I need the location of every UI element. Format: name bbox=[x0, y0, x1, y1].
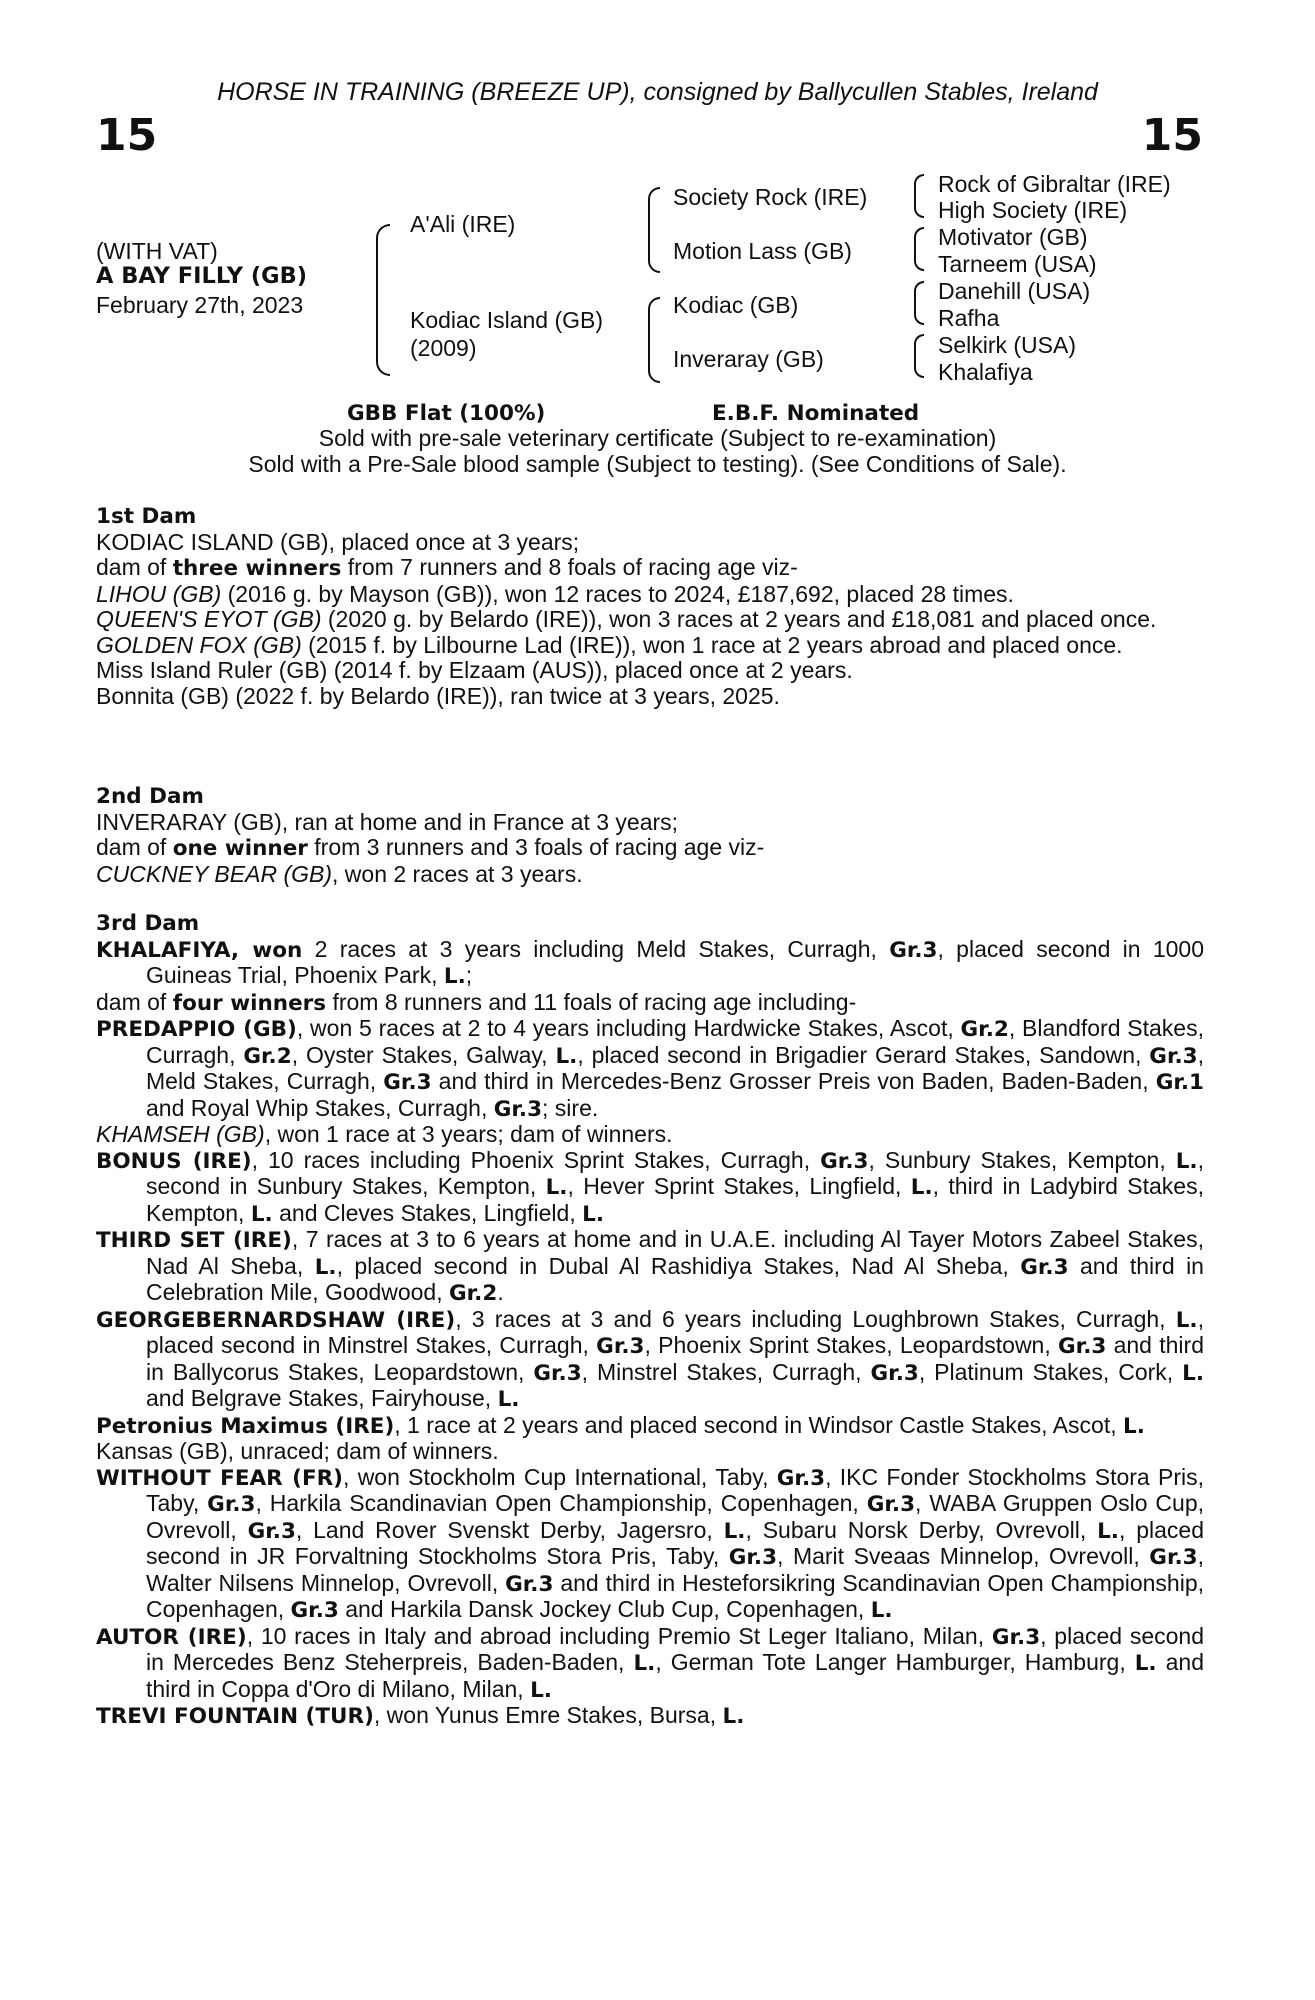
progeny-kansas: Kansas (GB), unraced; dam of winners. bbox=[96, 1438, 499, 1464]
grandprogeny-without-fear: WITHOUT FEAR (FR), won Stockholm Cup International, Taby, Gr.3, IKC Fonder Stockholms Stora Pris, Taby, Gr.3, Harkila Scandinavian Open Championship, Copenhagen, Gr.3, WABA Gruppen Oslo Cup, Ovrevoll, Gr.3, Land Rover Svenskt Derby, Jagersro, L., Subaru Norsk Derby, Ovrevoll, L., placed second in JR Forvaltning Stockholms Stora Pris, Taby, Gr.3, Marit Sveaas Minnelop, Ovrevoll, Gr.3, Walter Nilsens Minnelop, Ovrevoll, Gr.3 and third in Hesteforsikring Scandinavian Open Championship, Copenhagen, Gr.3 and Harkila Dansk Jockey Club Cup, Copenhagen, L. bbox=[96, 1463, 1205, 1623]
second-dam-line: INVERARAY (GB), ran at home and in France at 3 years; bbox=[96, 808, 679, 835]
progeny-predappio: PREDAPPIO (GB), won 5 races at 2 to 4 years including Hardwicke Stakes, Ascot, Gr.2, Blandford Stakes, Curragh, Gr.2, Oyster Stakes, Galway, L., placed second in Brigadier Gerard Stakes, Sandown, Gr.3, Meld Stakes, Curragh, Gr.3 and third in Mercedes-Benz Grosser Preis von Baden, Baden-Baden, Gr.1 and Royal Whip Stakes, Curragh, Gr.3; sire. bbox=[96, 1015, 1204, 1122]
vat-note: (WITH VAT) bbox=[96, 238, 218, 264]
pedigree-gen3-3: Motivator (GB) bbox=[938, 224, 1088, 250]
grandprogeny-autor: AUTOR (IRE), 10 races in Italy and abroad including Premio St Leger Italiano, Milan, Gr.3, placed second in Mercedes Benz Steherpreis, Baden-Baden, L., German Tote Langer Hamburger, Hamburg, L. and third in Coppa d'Oro di Milano, Milan, L. bbox=[96, 1622, 1204, 1703]
pedigree-gen3-4: Tarneem (USA) bbox=[938, 251, 1097, 277]
pedigree-gen2-4: Inveraray (GB) bbox=[673, 346, 824, 372]
horse-name: A BAY FILLY (GB) bbox=[96, 263, 308, 289]
pedigree-brace-g1 bbox=[914, 174, 924, 218]
lot-number-left: 15 bbox=[96, 110, 158, 161]
pedigree-gen3-5: Danehill (USA) bbox=[938, 278, 1091, 304]
progeny-cuckney-bear: CUCKNEY BEAR (GB), won 2 races at 3 years. bbox=[96, 860, 583, 887]
grandprogeny-third-set: THIRD SET (IRE), 7 races at 3 to 6 years at home and in U.A.E. including Al Tayer Motors Zabeel Stakes, Nad Al Sheba, L., placed second in Dubal Al Rashidiya Stakes, Nad Al Sheba, Gr.3 and third in Celebration Mile, Goodwood, Gr.2. bbox=[96, 1226, 1204, 1306]
second-dam-produce-line: dam of one winner from 3 runners and 3 foals of racing age viz- bbox=[96, 834, 765, 861]
pedigree-brace-g2 bbox=[914, 227, 924, 271]
pedigree-gen3-8: Khalafiya bbox=[938, 359, 1033, 385]
first-dam-line: KODIAC ISLAND (GB), placed once at 3 years; bbox=[96, 528, 580, 555]
first-dam-produce-line: dam of three winners from 7 runners and 8 foals of racing age viz- bbox=[96, 554, 798, 581]
third-dam-section bbox=[96, 911, 1204, 1730]
lot-number-right: 15 bbox=[1141, 110, 1203, 161]
grandprogeny-georgebernardshaw: GEORGEBERNARDSHAW (IRE), 3 races at 3 and 6 years including Loughbrown Stakes, Curragh, L., placed second in Minstrel Stakes, Curragh, Gr.3, Phoenix Sprint Stakes, Leopardstown, Gr.3 and third in Ballycorus Stakes, Leopardstown, Gr.3, Minstrel Stakes, Curragh, Gr.3, Platinum Stakes, Cork, L. and Belgrave Stakes, Fairyhouse, L. bbox=[96, 1305, 1204, 1412]
ebf-note: E.B.F. Nominated bbox=[712, 401, 920, 426]
third-dam-produce-line: dam of four winners from 8 runners and 11 foals of racing age including- bbox=[96, 988, 857, 1016]
pedigree-gen3-6: Rafha bbox=[938, 305, 1000, 331]
progeny-golden-fox: GOLDEN FOX (GB) (2015 f. by Lilbourne Lad (IRE)), won 1 race at 2 years abroad and placed once. bbox=[96, 631, 1123, 658]
pedigree-brace-main bbox=[376, 224, 390, 376]
third-dam-heading: 3rd Dam bbox=[96, 911, 200, 936]
second-dam-heading: 2nd Dam bbox=[96, 784, 204, 809]
first-dam-section bbox=[96, 504, 1204, 709]
pedigree-dam-year: (2009) bbox=[410, 335, 477, 361]
vet-cert-note: Sold with pre-sale veterinary certificate (Subject to re-examination) bbox=[318, 425, 997, 451]
pedigree-brace-g4 bbox=[914, 334, 924, 378]
pedigree-brace-g3 bbox=[914, 281, 924, 325]
third-dam-khalafiya: KHALAFIYA, won 2 races at 3 years including Meld Stakes, Curragh, Gr.3, placed second in 1000 Guineas Trial, Phoenix Park, L.; bbox=[96, 935, 1204, 989]
first-dam-heading: 1st Dam bbox=[96, 504, 197, 529]
grandprogeny-bonus: BONUS (IRE), 10 races including Phoenix Sprint Stakes, Curragh, Gr.3, Sunbury Stakes, Kempton, L., second in Sunbury Stakes, Kempton, L., Hever Sprint Stakes, Lingfield, L., third in Ladybird Stakes, Kempton, L. and Cleves Stakes, Lingfield, L. bbox=[96, 1146, 1204, 1227]
pedigree-brace-dam bbox=[648, 297, 660, 383]
pedigree-brace-sire bbox=[648, 187, 660, 273]
pedigree-gen3-7: Selkirk (USA) bbox=[938, 332, 1077, 358]
progeny-bonnita: Bonnita (GB) (2022 f. by Belardo (IRE)), ran twice at 3 years, 2025. bbox=[96, 682, 780, 709]
second-dam-section bbox=[96, 784, 1204, 887]
catalogue-header: HORSE IN TRAINING (BREEZE UP), consigned by Ballycullen Stables, Ireland bbox=[217, 78, 1098, 106]
gbb-flat-note: GBB Flat (100%) bbox=[347, 401, 546, 426]
pedigree-dam: Kodiac Island (GB) bbox=[410, 307, 604, 333]
grandprogeny-trevi-fountain: TREVI FOUNTAIN (TUR), won Yunus Emre Stakes, Bursa, L. bbox=[96, 1702, 745, 1729]
progeny-miss-island-ruler: Miss Island Ruler (GB) (2014 f. by Elzaam (AUS)), placed once at 2 years. bbox=[96, 657, 853, 683]
progeny-queens-eyot: QUEEN'S EYOT (GB) (2020 g. by Belardo (IRE)), won 3 races at 2 years and £18,081 and placed once. bbox=[96, 606, 1157, 632]
pedigree-gen2-3: Kodiac (GB) bbox=[673, 292, 799, 318]
pedigree-gen2-2: Motion Lass (GB) bbox=[673, 238, 852, 264]
pedigree-sire: A'Ali (IRE) bbox=[410, 211, 516, 237]
blood-sample-note: Sold with a Pre-Sale blood sample (Subject to testing). (See Conditions of Sale). bbox=[248, 451, 1067, 477]
foaling-date: February 27th, 2023 bbox=[96, 292, 304, 318]
pedigree-gen3-2: High Society (IRE) bbox=[938, 197, 1128, 223]
pedigree-gen3-1: Rock of Gibraltar (IRE) bbox=[938, 171, 1171, 197]
grandprogeny-petronius-maximus: Petronius Maximus (IRE), 1 race at 2 years and placed second in Windsor Castle Stakes, Ascot, L. bbox=[96, 1411, 1145, 1439]
progeny-khamseh: KHAMSEH (GB), won 1 race at 3 years; dam of winners. bbox=[96, 1121, 673, 1147]
progeny-lihou: LIHOU (GB) (2016 g. by Mayson (GB)), won 12 races to 2024, £187,692, placed 28 times. bbox=[96, 580, 1014, 607]
pedigree-gen2-1: Society Rock (IRE) bbox=[673, 184, 868, 210]
